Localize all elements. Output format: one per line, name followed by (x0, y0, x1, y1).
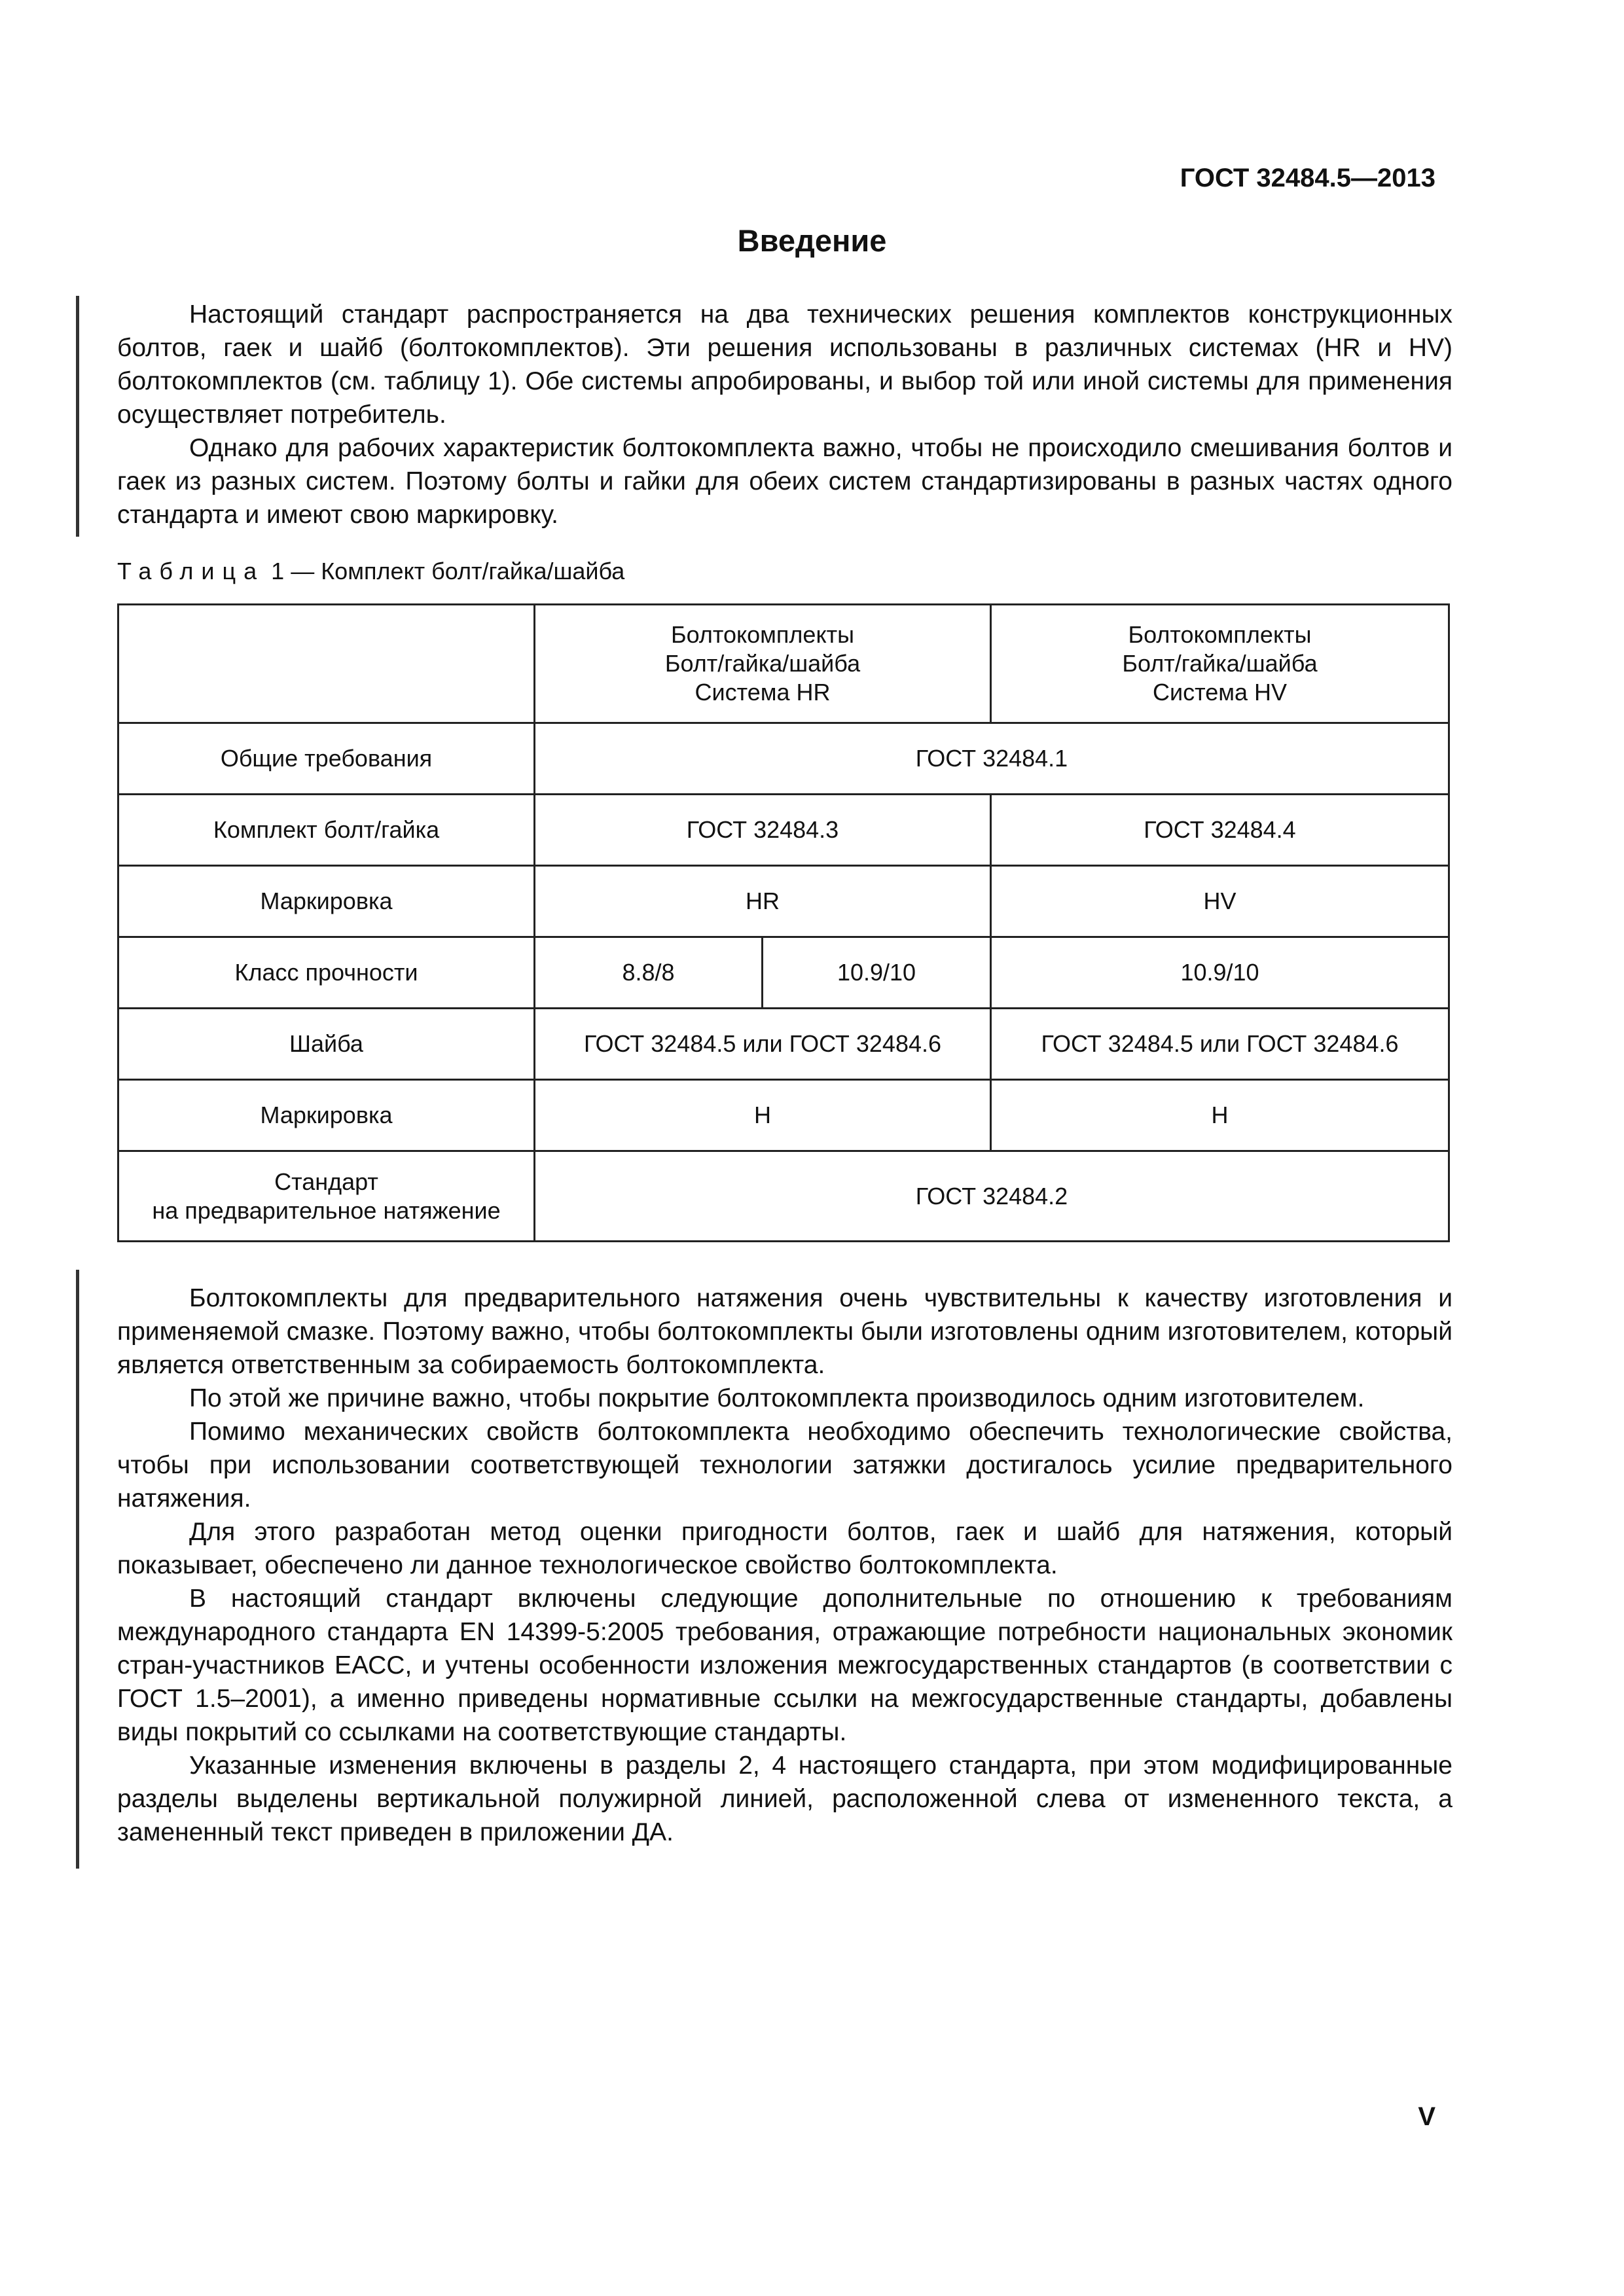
table-row (118, 1151, 1449, 1242)
table-row (118, 723, 1449, 795)
change-bar-top (76, 296, 79, 537)
table-row (118, 866, 1449, 937)
table-caption (117, 558, 624, 585)
table-row (118, 1080, 1449, 1151)
cell-value: ГОСТ 32484.3 (535, 795, 991, 866)
table-corner-cell (118, 605, 535, 723)
cell-value: 8.8/8 (535, 937, 763, 1009)
cell-value: ГОСТ 32484.2 (535, 1151, 1449, 1242)
row-label: Класс прочности (118, 937, 535, 1009)
cell-value: ГОСТ 32484.1 (535, 723, 1449, 795)
header-system-hv: Болтокомплекты Болт/гайка/шайба Система HV (991, 605, 1449, 723)
intro-text (117, 298, 1453, 531)
table-row (118, 795, 1449, 866)
cell-value: H (991, 1080, 1449, 1151)
row-label: Комплект болт/гайка (118, 795, 535, 866)
cell-value: ГОСТ 32484.5 или ГОСТ 32484.6 (535, 1009, 991, 1080)
bolt-set-table (117, 603, 1450, 1242)
paragraph: Помимо механических свойств болтокомплекта необходимо обеспечить технологические свойства, чтобы при использовании соответствующей технологии затяжки достигалось усилие предварительного натяжения. (117, 1418, 1453, 1513)
header-system-hr: Болтокомплекты Болт/гайка/шайба Система HR (535, 605, 991, 723)
paragraph: Настоящий стандарт распространяется на два технических решения комплектов конструкционных болтов, гаек и шайб (болтокомплектов). Эти решения использованы в различных системах (HR и HV) болтокомплектов (см. таблицу 1). Обе системы апробированы, и выбор той или иной системы для применения осуществляет потребитель. (117, 300, 1453, 429)
paragraph: Болтокомплекты для предварительного натяжения очень чувствительны к качеству изготовления и применяемой смазке. Поэтому важно, чтобы болтокомплекты были изготовлены одним изготовителем, который является ответственным за собираемость болтокомплекта. (117, 1284, 1453, 1379)
paragraph: Для этого разработан метод оценки пригодности болтов, гаек и шайб для натяжения, который показывает, обеспечено ли данное технологическое свойство болтокомплекта. (117, 1518, 1453, 1579)
table-row (118, 937, 1449, 1009)
row-label: Общие требования (118, 723, 535, 795)
table-row (118, 1009, 1449, 1080)
change-bar-bottom (76, 1270, 79, 1869)
body-text (117, 1282, 1453, 1849)
cell-value: ГОСТ 32484.4 (991, 795, 1449, 866)
row-label: Маркировка (118, 1080, 535, 1151)
row-label: Маркировка (118, 866, 535, 937)
paragraph: Однако для рабочих характеристик болтокомплекта важно, чтобы не происходило смешивания болтов и гаек из разных систем. Поэтому болты и гайки для обеих систем стандартизированы в разных частях одного стандарта и имеют свою маркировку. (117, 434, 1453, 529)
cell-value: 10.9/10 (991, 937, 1449, 1009)
page-number: V (1418, 2102, 1435, 2131)
cell-value: HV (991, 866, 1449, 937)
paragraph: По этой же причине важно, чтобы покрытие болтокомплекта производилось одним изготовителем. (189, 1384, 1365, 1412)
table-header-row (118, 605, 1449, 723)
row-label: Шайба (118, 1009, 535, 1080)
cell-value: H (535, 1080, 991, 1151)
paragraph: В настоящий стандарт включены следующие дополнительные по отношению к требованиям международного стандарта EN 14399-5:2005 требования, отражающие потребности национальных экономик стран-участников ЕАСС, и учтены особенности изложения межгосударственных стандартов (в соответствии с ГОСТ 1.5–2001), а именно приведены нормативные ссылки на межгосударственные стандарты, добавлены виды покрытий со ссылками на соответствующие стандарты. (117, 1585, 1453, 1746)
table-caption-label: Таблица (117, 558, 265, 584)
cell-value: 10.9/10 (763, 937, 991, 1009)
section-title: Введение (737, 223, 887, 258)
paragraph: Указанные изменения включены в разделы 2, 4 настоящего стандарта, при этом модифицированные разделы выделены вертикальной полужирной линией, расположенной слева от измененного текста, а замененный текст приведен в приложении ДА. (117, 1751, 1453, 1846)
cell-value: HR (535, 866, 991, 937)
table-caption-text: 1 — Комплект болт/гайка/шайба (271, 558, 625, 584)
document-code: ГОСТ 32484.5—2013 (1180, 164, 1435, 192)
cell-value: ГОСТ 32484.5 или ГОСТ 32484.6 (991, 1009, 1449, 1080)
row-label: Стандарт на предварительное натяжение (118, 1151, 535, 1242)
